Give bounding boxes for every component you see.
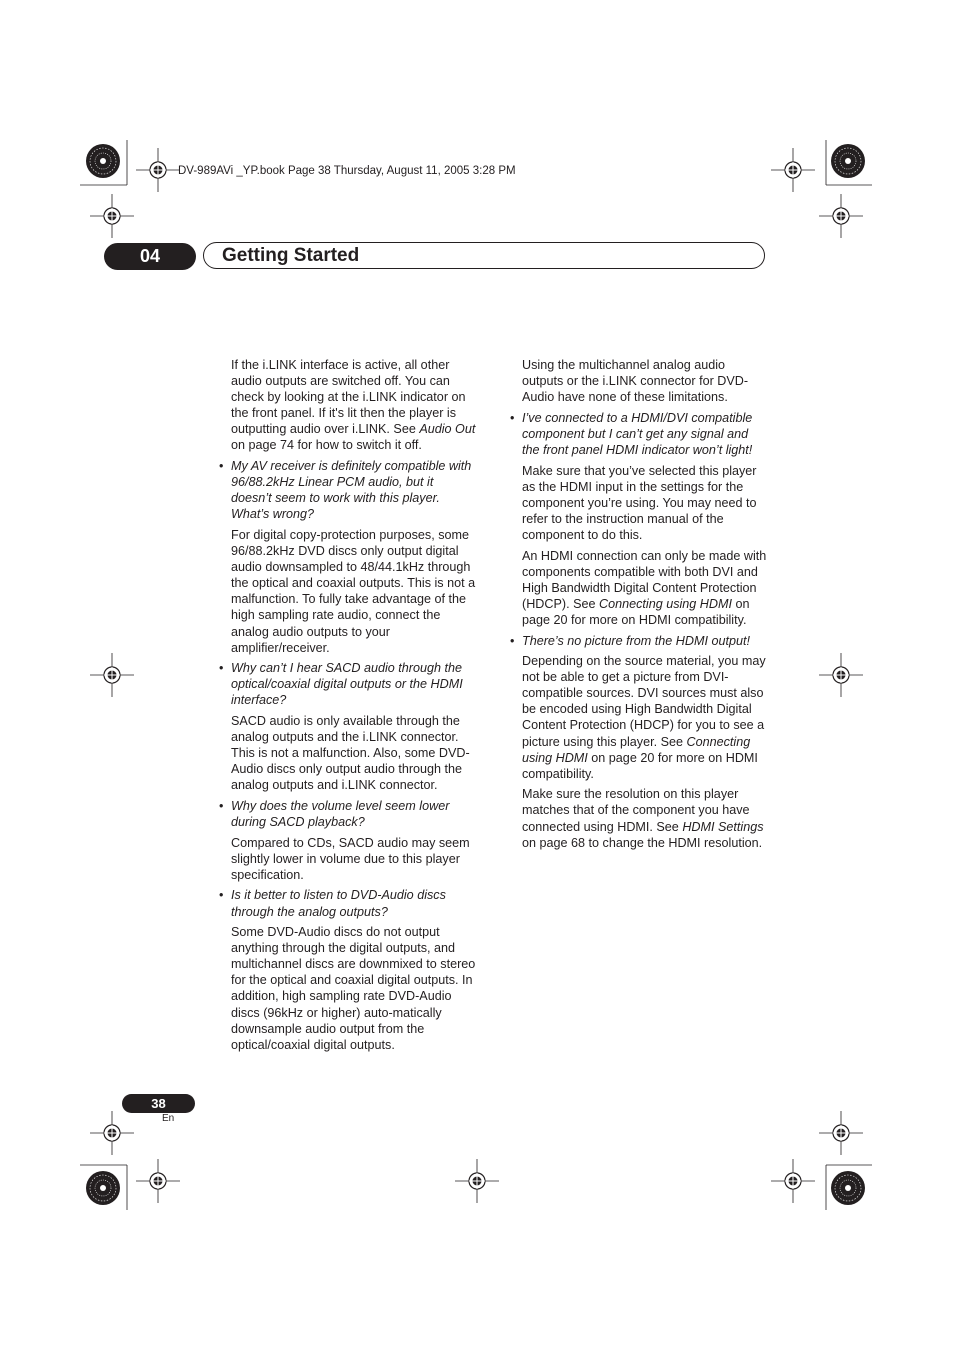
crosshair-mark [771,1159,815,1203]
faq-question: • There’s no picture from the HDMI output! [522,633,767,649]
crosshair-mark [771,148,815,192]
faq-answer: An HDMI connection can only be made with components compatible with both DVI and High Bandwidth Digital Content Protection (HDCP). See Connecting using HDMI on page 20 for more on HDMI compatibility. [522,548,767,627]
faq-answer: Make sure that you’ve selected this player as the HDMI input in the settings for the component you’re using. You may need to refer to the instruction manual of the component to do this. [522,463,757,542]
crosshair-mark [90,1111,134,1155]
faq-question: • My AV receiver is definitely compatible with 96/88.2kHz Linear PCM audio, but it doesn’t seem to work with this player. What’s wrong? [231,458,476,522]
page-language: En [162,1113,175,1124]
faq-answer: Compared to CDs, SACD audio may seem slightly lower in volume due to this player specification. [231,835,470,882]
chapter-title: Getting Started [222,245,360,266]
star-mark-bottom-right [831,1171,865,1205]
faq-question: • I’ve connected to a HDMI/DVI compatible component but I can’t get any signal and the front panel HDMI indicator won’t light! [522,410,767,458]
crosshair-mark [90,653,134,697]
crosshair-mark [455,1159,499,1203]
left-column [231,357,476,1057]
faq-answer: For digital copy-protection purposes, some 96/88.2kHz DVD discs only output digital audio downsampled to 48/44.1kHz through the optical and coaxial outputs. This is not a malfunction. To fully take advantage of the high sampling rate audio, connect the analog audio outputs to your amplifier/receiver. [231,527,476,655]
page-number: 38 [122,1094,195,1113]
crosshair-mark [136,148,180,192]
crosshair-mark [819,1111,863,1155]
crosshair-mark [819,653,863,697]
print-file-info: DV-989AVi _YP.book Page 38 Thursday, August 11, 2005 3:28 PM [178,165,516,177]
star-mark-top-left [86,144,120,178]
faq-question: • Why can’t I hear SACD audio through the optical/coaxial digital outputs or the HDMI interface? [231,660,476,708]
faq-answer: Depending on the source material, you may not be able to get a picture from DVI-compatible sources. DVI sources must also be encoded using High Bandwidth Digital Content Protection (HDCP) for you to see a picture using this player. See Connecting using HDMI on page 20 for more on HDMI compatibility. [522,654,766,781]
faq-question: • Why does the volume level seem lower during SACD playback? [231,798,476,830]
faq-question: • Is it better to listen to DVD-Audio discs through the analog outputs? [231,887,476,919]
faq-answer: Some DVD-Audio discs do not output anything through the digital outputs, and multichannel discs are downmixed to stereo for the optical and coaxial digital outputs. In addition, high sampling rate DVD-Audio discs (96kHz or higher) auto-matically downsample audio output from the optical/coaxial digital outputs. [231,925,476,1052]
faq-answer: SACD audio is only available through the analog outputs and the i.LINK connector. This is not a malfunction. Also, some DVD-Audio discs only output audio through the analog outputs and i.LINK connector. [231,713,470,793]
star-mark-bottom-left [86,1171,120,1205]
star-mark-top-right [831,144,865,178]
chapter-title-box [203,242,765,269]
crosshair-mark [90,194,134,238]
chapter-number: 04 [104,243,196,270]
crosshair-mark [819,194,863,238]
paragraph: If the i.LINK interface is active, all other audio outputs are switched off. You can check by looking at the i.LINK indicator on the front panel. If it's lit then the player is outputting audio over i.LINK. See Audio Out on page 74 for how to switch it off. [231,358,476,453]
paragraph: Using the multichannel analog audio outputs or the i.LINK connector for DVD-Audio have none of these limitations. [522,358,749,405]
faq-answer: Make sure the resolution on this player matches that of the component you have connected using HDMI. See HDMI Settings on page 68 to change the HDMI resolution. [522,787,764,850]
right-column [522,357,767,855]
crosshair-mark [136,1159,180,1203]
